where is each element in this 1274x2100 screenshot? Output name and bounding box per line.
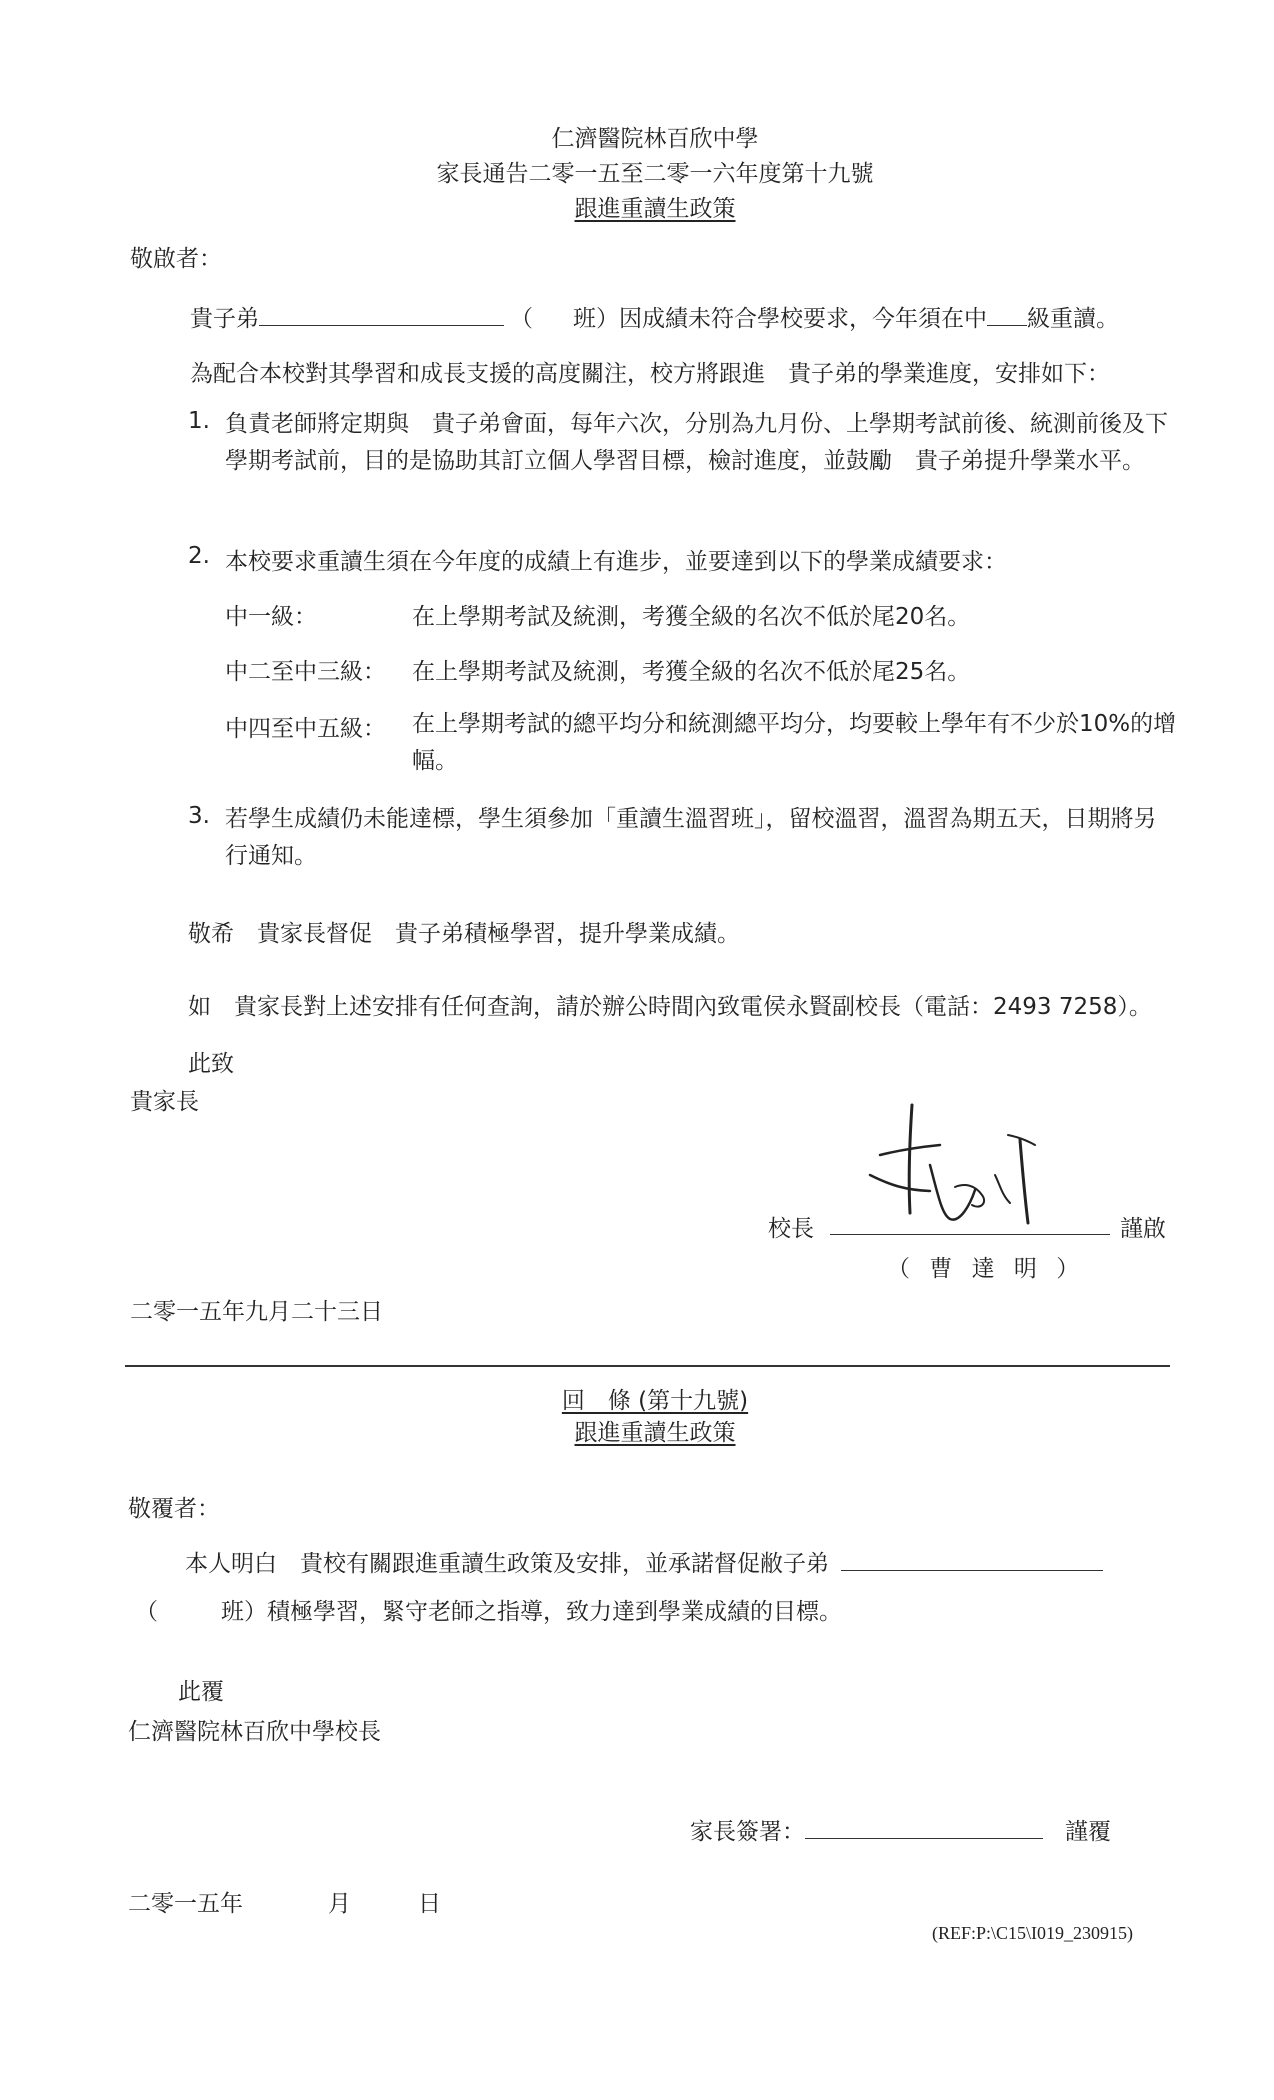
class-open: （ [510,306,533,332]
item-1-number: 1. [188,408,210,434]
reply-title [0,1382,1274,1415]
hope-line: 敬希 貴家長督促 貴子弟積極學習，提升學業成績。 [188,921,740,947]
item-3-text: 若學生成績仍未能達標，學生須參加「重讀生溫習班」，留校溫習，溫習為期五天，日期將另行通知。 [225,806,1157,869]
salutation: 敬啟者： [130,246,222,272]
reply-signoff: 謹覆 [1065,1819,1111,1845]
repeat-suffix: 級重讀。 [1027,306,1119,332]
req-text-1: 在上學期考試及統測，考獲全級的名次不低於尾20名。 [412,604,971,630]
req-level-3: 中四至中五級： [225,716,386,742]
reply-date-year: 二零一五年 [128,1891,243,1917]
reply-recipient: 仁濟醫院林百欣中學校長 [128,1719,381,1745]
reply-title-text: 回 條 (第十九號) [561,1388,749,1414]
reply-body-line2 [135,1593,842,1626]
reference-code: (REF:P:\C15\I019_230915) [932,1923,1134,1943]
principal-name: （ 曹 達 明 ） [887,1256,1086,1282]
reply-body-line1-text: 本人明白 貴校有關跟進重讀生政策及安排，並承諾督促敝子弟 [185,1551,829,1577]
notice-subject-text: 跟進重讀生政策 [574,196,736,222]
form-blank[interactable] [987,303,1027,326]
item-2-text: 本校要求重讀生須在今年度的成績上有進步，並要達到以下的學業成績要求： [225,549,1007,575]
principal-title: 校長 [768,1216,814,1242]
reply-date-day: 日 [418,1891,441,1917]
req-level-1: 中一級： [225,604,317,630]
parent-signature-label-text: 家長簽署： [690,1819,805,1845]
reply-class-open: （ [135,1599,158,1625]
principal-signature-line [830,1234,1110,1235]
reply-salutation: 敬覆者： [128,1496,220,1522]
tear-off-divider [125,1365,1170,1367]
notice-number: 家長通告二零一五至二零一六年度第十九號 [436,161,874,187]
reply-date-month: 月 [328,1891,351,1917]
recipient: 貴家長 [130,1089,199,1115]
principal-signoff: 謹啟 [1120,1216,1166,1242]
parent-signature-label [690,1813,1043,1846]
req-text-2: 在上學期考試及統測，考獲全級的名次不低於尾25名。 [412,659,971,685]
item-1-text: 負責老師將定期與 貴子弟會面，每年六次，分別為九月份、上學期考試前後、統測前後及下學期考試前，目的是協助其訂立個人學習目標，檢討進度，並鼓勵 貴子弟提升學業水平。 [225,411,1168,474]
principal-signature-image [860,1095,1060,1235]
reply-body-line2-text: 班）積極學習，緊守老師之指導，致力達到學業成績的目標。 [221,1599,842,1625]
student-name-blank[interactable] [259,303,504,326]
notice-date: 二零一五年九月二十三日 [130,1299,383,1325]
reply-body-line1 [185,1545,1103,1578]
class-text: 班）因成績未符合學校要求，今年須在中 [573,306,987,332]
notice-subject [0,190,1274,223]
enquiry-line: 如 貴家長對上述安排有任何查詢，請於辦公時間內致電侯永賢副校長（電話：2493 7258）。 [188,994,1152,1020]
child-name-blank[interactable] [841,1548,1103,1571]
school-name: 仁濟醫院林百欣中學 [551,126,759,152]
req-text-3: 在上學期考試的總平均分和統測總平均分，均要較上學年有不少於10%的增幅。 [412,711,1177,774]
item-3-number: 3. [188,803,210,829]
closing: 此致 [188,1051,234,1077]
intro: 為配合本校對其學習和成長支援的高度關注，校方將跟進 貴子弟的學業進度，安排如下： [190,361,1110,387]
reply-subject [0,1414,1274,1447]
reply-subject-text: 跟進重讀生政策 [574,1420,736,1446]
reply-closing: 此覆 [178,1679,224,1705]
item-2-number: 2. [188,543,210,569]
req-level-2: 中二至中三級： [225,659,386,685]
parent-signature-blank[interactable] [805,1816,1043,1839]
student-line [190,300,1119,333]
student-prefix: 貴子弟 [190,306,259,332]
